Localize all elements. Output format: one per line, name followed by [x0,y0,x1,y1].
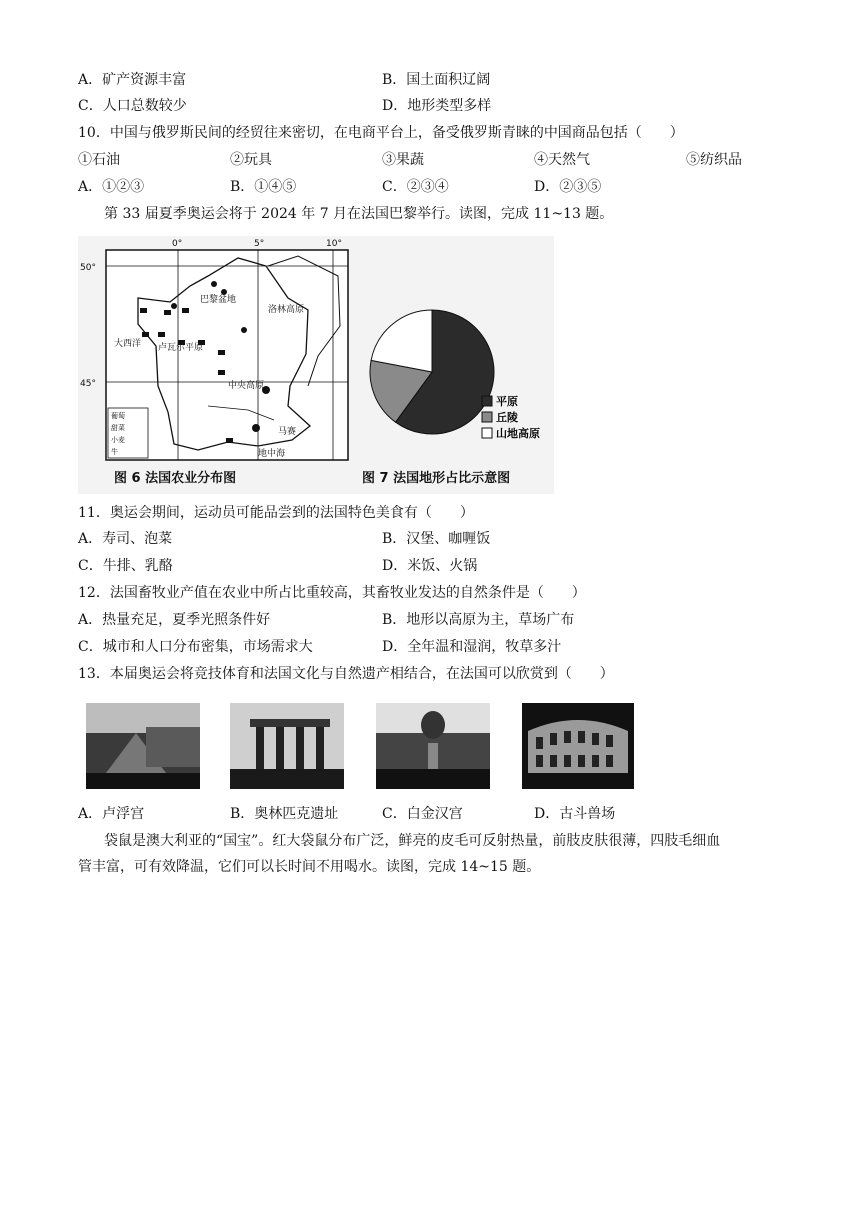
lat-label-50: 50° [80,263,96,273]
label-marseille: 马赛 [278,427,297,437]
q10-item-4: ④天然气 [534,152,590,168]
pie-legend-label-1: 平原 [496,395,518,408]
lon-label-5: 5° [254,239,265,249]
q10-option-b: B．①④⑤ [230,179,297,195]
q11-option-c: C．牛排、乳酪 [78,558,173,574]
q13-option-c: C．白金汉宫 [382,806,463,822]
q9-option-c: C．人口总数较少 [78,98,187,114]
legend-cattle: 牛 [111,448,118,456]
q12-option-b: B．地形以高原为主，草场广布 [382,612,575,628]
pie-legend-label-3: 山地高原 [496,427,540,440]
q10-stem: 10．中国与俄罗斯民间的经贸往来密切，在电商平台上，备受俄罗斯青睐的中国商品包括（ ） [78,125,684,141]
intro-11-13: 第 33 届夏季奥运会将于 2024 年 7 月在法国巴黎举行。读图，完成 11~13 题。 [104,206,614,222]
q9-option-a: A．矿产资源丰富 [78,72,187,88]
q12-option-c: C．城市和人口分布密集，市场需求大 [78,639,313,655]
photo-colosseum [522,703,634,789]
intro-14-15-line1: 袋鼠是澳大利亚的“国宝”。红大袋鼠分布广泛，鲜亮的皮毛可反射热量，前肢皮肤很薄，四肢毛细血 [104,833,721,849]
label-atlantic: 大西洋 [114,339,142,349]
pie-caption: 图 7 法国地形占比示意图 [362,471,511,486]
legend-wheat: 小麦 [111,436,125,444]
pie-legend-swatch-1 [482,396,492,406]
lon-label-10: 10° [326,239,342,249]
lat-label-45: 45° [80,379,96,389]
photo-buckingham [376,703,490,789]
figure-block [78,236,554,494]
legend-grape: 葡萄 [111,412,125,420]
q12-option-d: D．全年温和湿润，牧草多汁 [382,639,562,655]
q9-option-d: D．地形类型多样 [382,98,492,114]
q13-option-b: B．奥林匹克遗址 [230,806,339,822]
terrain-pie-chart [358,236,554,494]
intro-14-15-line2: 管丰富，可有效降温，它们可以长时间不用喝水。读图，完成 14~15 题。 [78,859,541,875]
legend-beet: 甜菜 [111,424,125,432]
q10-item-3: ③果蔬 [382,152,424,168]
q11-option-a: A．寿司、泡菜 [78,531,173,547]
label-lorraine: 洛林高原 [268,305,305,315]
photo-louvre [86,703,200,789]
q10-option-c: C．②③④ [382,179,449,195]
q11-stem: 11．奥运会期间，运动员可能品尝到的法国特色美食有（ ） [78,505,474,521]
q13-option-a: A．卢浮宫 [78,806,145,822]
q10-item-2: ②玩具 [230,152,272,168]
label-central-plateau: 中央高原 [228,381,265,391]
label-mediterranean: 地中海 [258,449,286,459]
q10-item-5: ⑤纺织品 [686,152,742,168]
pie-legend-swatch-3 [482,428,492,438]
pie-legend-label-2: 丘陵 [496,411,518,424]
lon-label-0: 0° [172,239,183,249]
q10-option-d: D．②③⑤ [534,179,602,195]
map-caption: 图 6 法国农业分布图 [114,471,237,486]
q9-option-b: B．国土面积辽阔 [382,72,491,88]
q13-stem: 13．本届奥运会将竞技体育和法国文化与自然遗产相结合，在法国可以欣赏到（ ） [78,666,614,682]
q12-option-a: A．热量充足，夏季光照条件好 [78,612,271,628]
q13-option-d: D．古斗兽场 [534,806,616,822]
label-loire: 卢瓦尔平原 [158,343,204,353]
q10-option-a: A．①②③ [78,179,145,195]
pie-legend-swatch-2 [482,412,492,422]
q12-stem: 12．法国畜牧业产值在农业中所占比重较高，其畜牧业发达的自然条件是（ ） [78,585,586,601]
q11-option-b: B．汉堡、咖喱饭 [382,531,491,547]
label-paris-basin: 巴黎盆地 [200,295,237,305]
q10-item-1: ①石油 [78,152,120,168]
photo-olympia [230,703,344,789]
q11-option-d: D．米饭、火锅 [382,558,478,574]
france-agriculture-map [78,236,358,494]
